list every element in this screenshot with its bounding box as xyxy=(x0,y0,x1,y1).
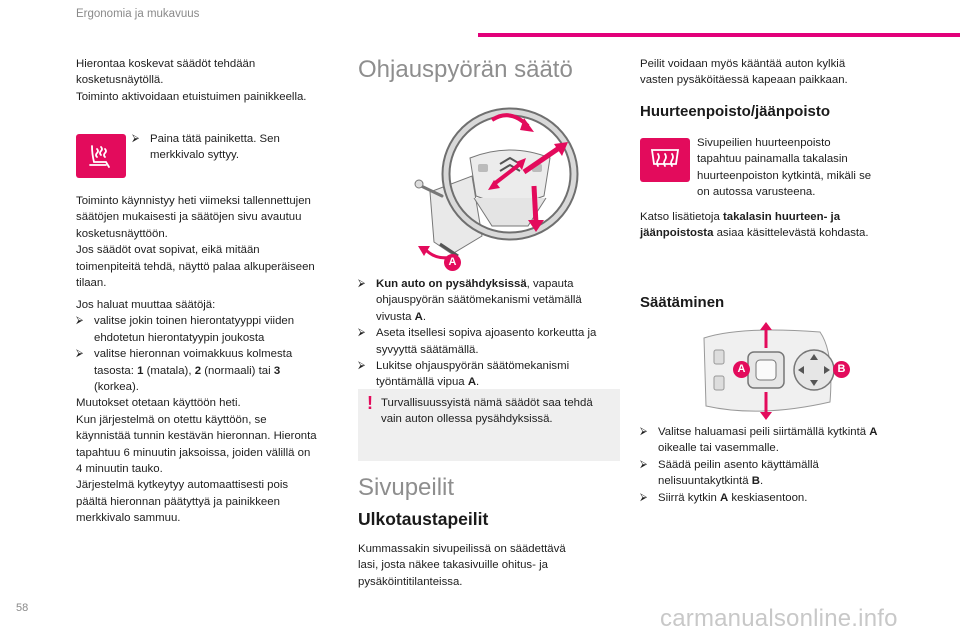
bullet-arrow-icon: ⮚ xyxy=(132,133,140,144)
defrost-paragraph: Sivupeilien huurteenpoisto tapahtuu painamalla takalasin huurteenpoiston kytkintä, mikäli se on autossa varusteena. xyxy=(697,137,872,199)
bullet-arrow-icon: ⮚ xyxy=(358,278,366,289)
defrost-heading: Huurteenpoisto/jäänpoisto xyxy=(640,103,831,120)
mirrors-section-title: Sivupeilit xyxy=(358,474,455,501)
list-item: ⮚ Aseta itsellesi sopiva ajoasento korkeutta ja syvyyttä säätämällä. xyxy=(358,327,597,356)
watermark: carmanualsonline.info xyxy=(660,605,898,632)
bullet-arrow-icon: ⮚ xyxy=(358,360,366,372)
list-item: ⮚ Lukitse ohjauspyörän säätömekanismi työntämällä vipua A. xyxy=(358,360,570,389)
list-item: ⮚ Valitse haluamasi peili siirtämällä kytkintä A oikealle tai vasemmalle. xyxy=(640,426,878,455)
bullet-arrow-icon: ⮚ xyxy=(640,491,648,503)
warning-icon: ! xyxy=(367,393,373,413)
see-more-paragraph: Katso lisätietoja takalasin huurteen- ja jäänpoistosta asiaa käsittelevästä kohdasta. xyxy=(640,211,869,240)
activation-paragraph: Toiminto käynnistyy heti viimeksi tallennettujen säätöjen mukaisesti ja säätöjen sivu avautuu kosketusnäyttöön. Jos säädöt ovat sopivat, eikä mitään toimenpiteitä tehdä, näyttö palaa alkuperäiseen tilaan. xyxy=(76,195,315,290)
intro-paragraph: Hierontaa koskevat säädöt tehdään kosketusnäytöllä. Toiminto aktivoidaan etuistuimen painikkeella. xyxy=(76,58,307,103)
press-button-instruction: ⮚ Paina tätä painiketta. Sen merkkivalo syttyy. xyxy=(132,133,280,162)
running-header: Ergonomia ja mukavuus xyxy=(76,8,200,20)
rear-defrost-icon xyxy=(640,138,690,182)
bullet-arrow-icon: ⮚ xyxy=(640,458,648,470)
change-settings-section: Jos haluat muuttaa säätöjä: ⮚ valitse jokin toinen hierontatyyppi viiden ehdotetun hierontatyypin joukosta ⮚ valitse hieronnan voimakkuus kolmesta tasosta: 1 (matala), 2 (normaali) tai 3 (korkea). Muutokset otetaan käyttöön heti. Kun järjestelmä on otettu käyttöön, se käynnistää tunnin kestävän hieronnan. Hieronta tapahtuu 6 minuutin jaksoissa, joiden välillä on 4 minuutin tauko. Järjestelmä kytkeytyy automaattisesti pois päältä hieronnan päätyttyä ja painikkeen merkkivalo sammuu. xyxy=(76,297,351,527)
header-accent-bar xyxy=(478,33,960,37)
switch-b-label: B xyxy=(833,361,850,378)
warning-note: ! Turvallisuussyistä nämä säädöt saa tehdä vain auton ollessa pysähdyksissä. xyxy=(358,389,620,461)
steering-section-title: Ohjauspyörän säätö xyxy=(358,56,573,83)
steering-wheel-illustration xyxy=(412,106,582,272)
outer-mirrors-heading: Ulkotaustapeilit xyxy=(358,509,489,529)
bullet-arrow-icon: ⮚ xyxy=(358,327,366,339)
list-item: ⮚ Säädä peilin asento käyttämällä nelisuuntakytkintä B. xyxy=(640,458,819,488)
bullet-arrow-icon: ⮚ xyxy=(76,315,84,327)
list-item: ⮚ Siirrä kytkin A keskiasentoon. xyxy=(640,490,920,506)
fold-mirrors-paragraph: Peilit voidaan myös kääntää auton kylkiä vasten pysäköitäessä kapeaan paikkaan. xyxy=(640,58,848,87)
list-item: ⮚ valitse hieronnan voimakkuus kolmesta tasosta: 1 (matala), 2 (normaali) tai 3 (korkea). xyxy=(76,348,293,394)
switch-a-label: A xyxy=(733,361,750,378)
page-number: 58 xyxy=(16,602,29,614)
lever-a-label: A xyxy=(444,254,461,271)
massage-seat-icon xyxy=(76,134,126,178)
list-item: ⮚ valitse jokin toinen hierontatyyppi viiden ehdotetun hierontatyypin joukosta xyxy=(76,315,295,344)
list-item: ⮚ Kun auto on pysähdyksissä, vapauta ohjauspyörän säätömekanismi vetämällä vivusta A. xyxy=(358,278,582,323)
bullet-arrow-icon: ⮚ xyxy=(76,348,84,360)
adjustment-heading: Säätäminen xyxy=(640,294,725,311)
outer-mirrors-paragraph: Kummassakin sivupeilissä on säädettävä lasi, josta näkee takasivuille ohitus- ja pysäköintitilanteissa. xyxy=(358,543,566,588)
bullet-arrow-icon: ⮚ xyxy=(640,426,648,437)
steering-instructions xyxy=(358,276,628,391)
adjustment-instructions xyxy=(640,424,920,506)
